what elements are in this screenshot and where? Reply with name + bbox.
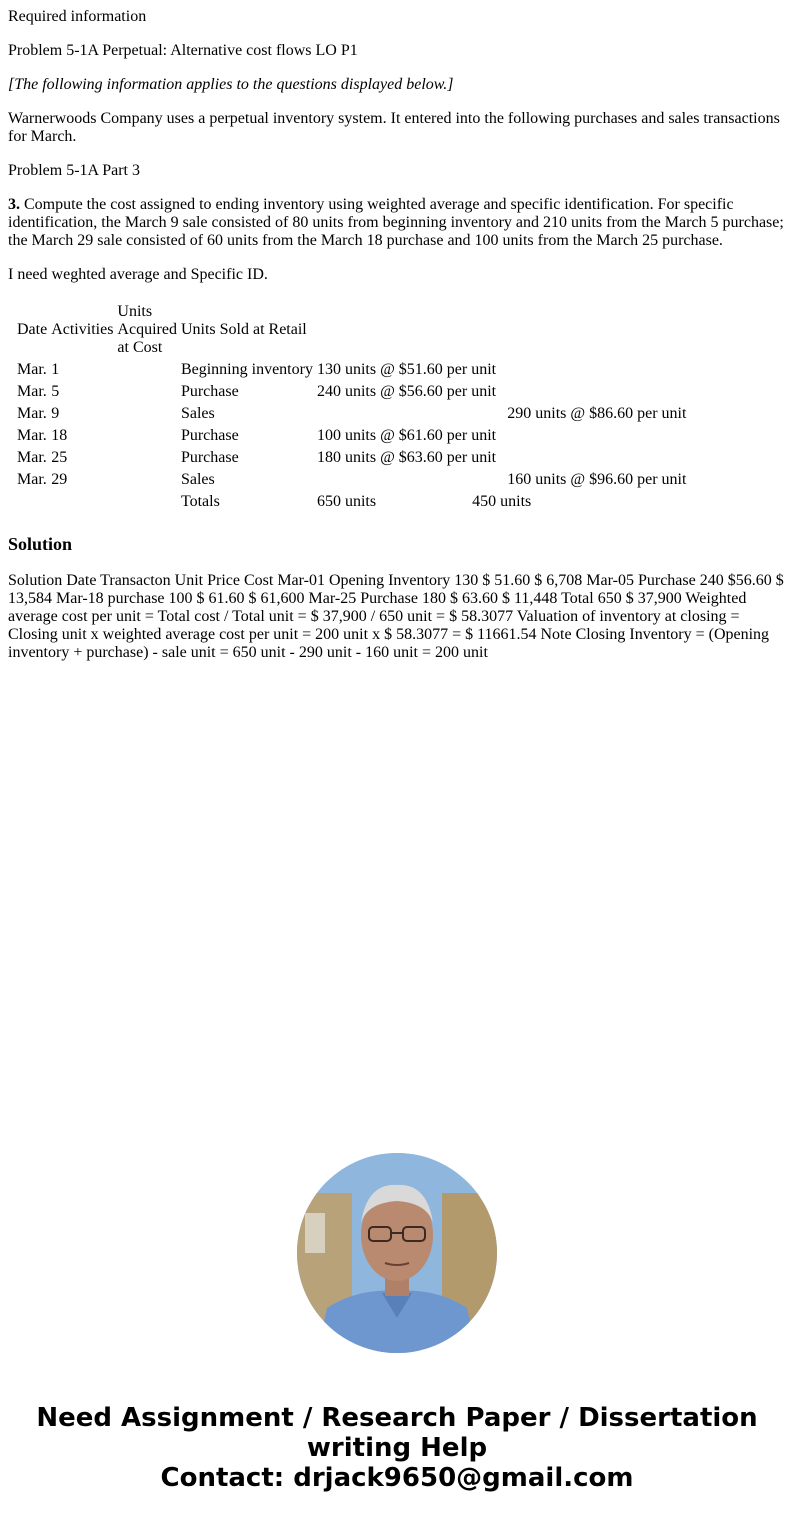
row-activity: Sales — [180, 405, 215, 422]
row-sold-qty — [499, 426, 532, 446]
row-sold-unit — [534, 426, 567, 446]
document-body — [8, 8, 786, 678]
row-activity: Purchase — [180, 449, 239, 466]
row-month: Mar. — [17, 383, 47, 400]
problem-title: Problem 5-1A Perpetual: Alternative cost flows LO P1 — [8, 42, 358, 59]
row-spacer — [116, 470, 178, 490]
promo-line-2: writing Help — [306, 1433, 488, 1463]
applies-note: [The following information applies to the questions displayed below.] — [8, 76, 454, 93]
header-date: Date — [17, 321, 48, 338]
row-day: 18 — [51, 427, 68, 444]
table-totals-row — [16, 492, 687, 512]
row-day: 1 — [51, 361, 60, 378]
row-activity: Sales — [180, 471, 215, 488]
row-acquired-unit — [344, 404, 377, 424]
table-body — [16, 360, 687, 490]
header-sold: Units Sold at Retail — [180, 321, 307, 338]
row-acquired-unit: units — [344, 383, 377, 400]
table-row — [16, 426, 687, 446]
question-text — [8, 196, 786, 250]
row-month: Mar. — [17, 471, 47, 488]
table-row — [16, 404, 687, 424]
totals-sold-qty: 450 — [472, 493, 497, 510]
totals-acquired-unit: units — [344, 493, 377, 510]
row-day: 9 — [51, 405, 60, 422]
header-acquired: Units Acquired at Cost — [117, 303, 177, 356]
row-sold-price — [569, 360, 687, 380]
table-row — [16, 470, 687, 490]
row-acquired-qty: 240 — [316, 383, 341, 400]
request-text: I need weghted average and Specific ID. — [8, 266, 268, 283]
totals-label: Totals — [180, 493, 220, 510]
row-sold-unit — [534, 448, 567, 468]
row-month: Mar. — [17, 361, 47, 378]
row-acquired-qty: 100 — [316, 427, 341, 444]
row-sold-qty — [499, 448, 532, 468]
totals-sold-unit: units — [500, 493, 532, 510]
row-acquired-price: @ $51.60 per unit — [380, 361, 497, 378]
row-activity: Beginning inventory — [180, 361, 313, 378]
row-sold-qty — [499, 382, 532, 402]
row-sold-qty — [499, 360, 532, 380]
row-spacer — [116, 360, 178, 380]
table-row — [16, 382, 687, 402]
solution-body: Solution Date Transacton Unit Price Cost Mar-01 Opening Inventory 130 $ 51.60 $ 6,708 Mar-05 Purchase 240 $56.60 $ 13,584 Mar-18 purchase 100 $ 61.60 $ 61,600 Mar-25 Purchase 180 $ 63.60 $ 11,448 Total 650 $ 37,900 Weighted average cost per unit = Total cost / Total unit = $ 37,900 / 650 unit = $ 58.3077 Valuation of inventory at closing = Closing unit x weighted average cost per unit = 200 unit x $ 58.3077 = $ 11661.54 Note Closing Inventory = (Opening inventory + purchase) - sale unit = 650 unit - 290 unit - 160 unit = 200 unit — [8, 572, 784, 661]
row-month: Mar. — [17, 405, 47, 422]
row-acquired-qty — [316, 470, 342, 490]
row-sold-unit: units — [535, 405, 567, 422]
table-header-row — [16, 302, 687, 358]
table-row — [16, 360, 687, 380]
part-label: Problem 5-1A Part 3 — [8, 162, 140, 179]
row-acquired-qty: 180 — [316, 449, 341, 466]
row-sold-unit: units — [535, 471, 567, 488]
row-month: Mar. — [17, 449, 47, 466]
promo-contact: Contact: drjack9650@gmail.com — [160, 1463, 634, 1493]
row-sold-price — [569, 426, 687, 446]
row-spacer — [116, 382, 178, 402]
solution-heading: Solution — [8, 534, 73, 554]
row-acquired-price — [379, 470, 497, 490]
row-spacer — [116, 404, 178, 424]
question-number: 3. — [8, 196, 20, 213]
row-sold-price — [569, 448, 687, 468]
table-row — [16, 448, 687, 468]
row-sold-unit — [534, 360, 567, 380]
row-acquired-unit: units — [344, 361, 377, 378]
row-sold-price — [569, 382, 687, 402]
row-spacer — [116, 426, 178, 446]
row-month: Mar. — [17, 427, 47, 444]
row-acquired-unit: units — [344, 449, 377, 466]
problem-intro: Warnerwoods Company uses a perpetual inventory system. It entered into the following purchases and sales transactions for March. — [8, 110, 780, 145]
required-info-label: Required information — [8, 8, 147, 25]
row-acquired-price: @ $63.60 per unit — [380, 449, 497, 466]
row-day: 5 — [51, 383, 60, 400]
row-acquired-qty: 130 — [316, 361, 341, 378]
row-activity: Purchase — [180, 427, 239, 444]
row-day: 29 — [51, 471, 68, 488]
row-activity: Purchase — [180, 383, 239, 400]
row-acquired-price — [379, 404, 497, 424]
inventory-table — [14, 300, 689, 514]
row-acquired-unit — [344, 470, 377, 490]
row-acquired-price: @ $56.60 per unit — [380, 383, 497, 400]
row-acquired-qty — [316, 404, 342, 424]
header-activities: Activities — [51, 321, 114, 338]
row-sold-price: @ $96.60 per unit — [570, 471, 687, 488]
promo-banner — [0, 1403, 794, 1493]
row-sold-unit — [534, 382, 567, 402]
avatar-portrait — [297, 1153, 497, 1353]
promo-line-1: Need Assignment / Research Paper / Dissertation — [36, 1403, 758, 1433]
row-acquired-unit: units — [344, 427, 377, 444]
row-day: 25 — [51, 449, 68, 466]
row-sold-qty: 290 — [507, 405, 532, 422]
row-sold-price: @ $86.60 per unit — [570, 405, 687, 422]
totals-acquired-qty: 650 — [316, 493, 341, 510]
row-acquired-price: @ $61.60 per unit — [380, 427, 497, 444]
row-sold-qty: 160 — [507, 471, 532, 488]
row-spacer — [116, 448, 178, 468]
avatar — [297, 1153, 497, 1353]
question-body: Compute the cost assigned to ending inventory using weighted average and specific identification. For specific identification, the March 9 sale consisted of 80 units from beginning inventory and 210 units from the March 5 purchase; the March 29 sale consisted of 60 units from the March 18 purchase and 100 units from the March 25 purchase. — [8, 196, 784, 249]
